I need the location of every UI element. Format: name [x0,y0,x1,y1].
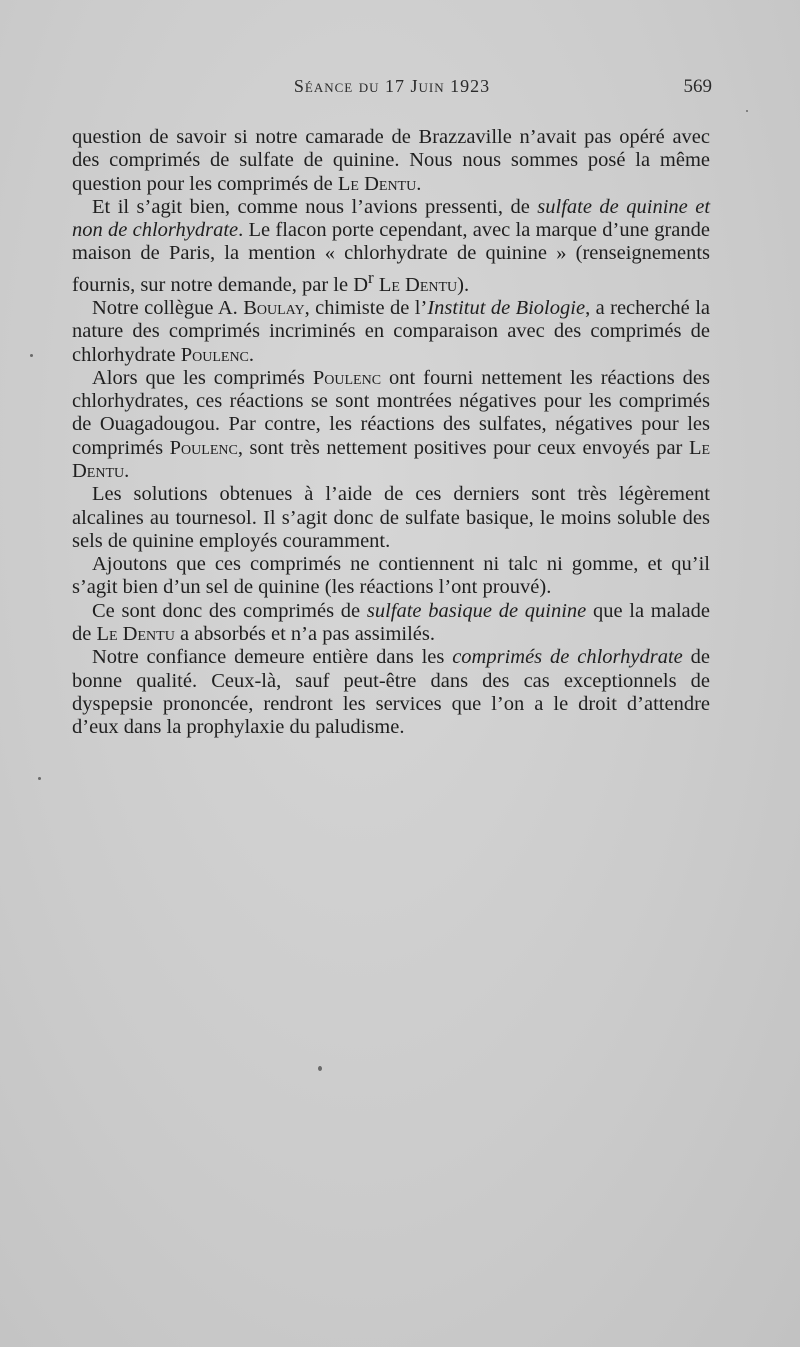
small-caps-name: Boulay [243,296,305,319]
paragraph-3 [72,297,710,367]
page-number: 569 [683,76,712,97]
paragraph-2 [72,196,710,297]
text-run: de bonne qualité. Ceux-là, sauf peut-être dans des cas exceptionnels de dyspepsie prononcée, rendront les services que l’on a le droit d’attendre d’eux dans la prophylaxie du paludisme. [72,646,710,739]
text-run: . [124,459,130,482]
text-run: Alors que les comprimés [92,366,313,389]
text-run: . Le flacon porte cependant, avec la marque d’une grande maison de Paris, la mention « chlorhydrate de quinine » (renseignements fournis, sur notre demande, par le D [72,219,710,296]
paragraph-1 [72,126,710,196]
body-text [72,126,710,740]
superscript: r [368,267,374,287]
text-run: Et il s’agit bien, comme nous l’avions pressenti, de [92,195,538,218]
text-run: Ajoutons que ces comprimés ne contiennent ni talc ni gomme, et qu’il s’agit bien d’un sel de quinine (les réactions l’ont prouvé). [72,553,710,599]
small-caps-name: Le Dentu [337,172,417,195]
paper-speck [30,354,33,357]
small-caps-name: Poulenc [180,343,249,366]
small-caps-name: Poulenc [312,366,382,389]
text-run: ont fourni nettement les réactions des chlorhydrates, ces réactions se sont montrées négatives pour les comprimés de Ouagadougou. Par contre, les réactions des sulfates, négatives pour les comprimés [72,366,711,459]
paper-speck [318,1066,322,1071]
paragraph-8 [72,646,710,739]
text-run: , sont très nettement positives pour ceux envoyés par [237,436,689,459]
italic-term: Institut de Biologie [427,296,586,319]
running-head [72,76,712,104]
text-run: ). [457,273,470,296]
text-run: Notre confiance demeure entière dans les [92,646,453,669]
paragraph-5 [72,483,710,553]
text-run: Notre collègue A. [92,296,244,319]
italic-term: sulfate de quinine et non de chlorhydrate [72,195,711,242]
text-run: a absorbés et n’a pas assimilés. [174,623,435,646]
paper-speck [746,110,748,112]
text-run: . [248,343,255,366]
text-run: Les solutions obtenues à l’aide de ces derniers sont très légèrement alcalines au tournesol. Il s’agit donc de sulfate basique, le moins soluble des sels de quinine employés couramment. [72,483,710,552]
small-caps-name: Le Dentu [72,436,711,482]
running-title: Séance du 17 Juin 1923 [293,76,491,96]
text-run: . [416,172,422,195]
paragraph-6 [72,553,710,600]
text-run: , chimiste de l’ [304,296,428,319]
text-run: , a recherché la nature des comprimés incriminés en comparaison avec des comprimés de chlorhydrate [72,296,710,366]
small-caps-name: Le Dentu [96,623,175,646]
italic-term: sulfate basique de quinine [366,599,587,622]
italic-term: comprimés de chlorhydrate [452,646,683,669]
text-run: question de savoir si notre camarade de Brazzaville n’avait pas opéré avec des comprimés de sulfate de quinine. Nous nous sommes posé la même question pour les comprimés de [72,126,710,195]
paper-speck [38,777,41,780]
text-run: Ce sont donc des comprimés de [92,599,367,622]
text-run: que la malade de [72,599,710,646]
small-caps-name: Le Dentu [378,273,458,296]
paragraph-7 [72,600,710,647]
paragraph-4 [72,367,710,483]
small-caps-name: Poulenc [169,436,238,459]
